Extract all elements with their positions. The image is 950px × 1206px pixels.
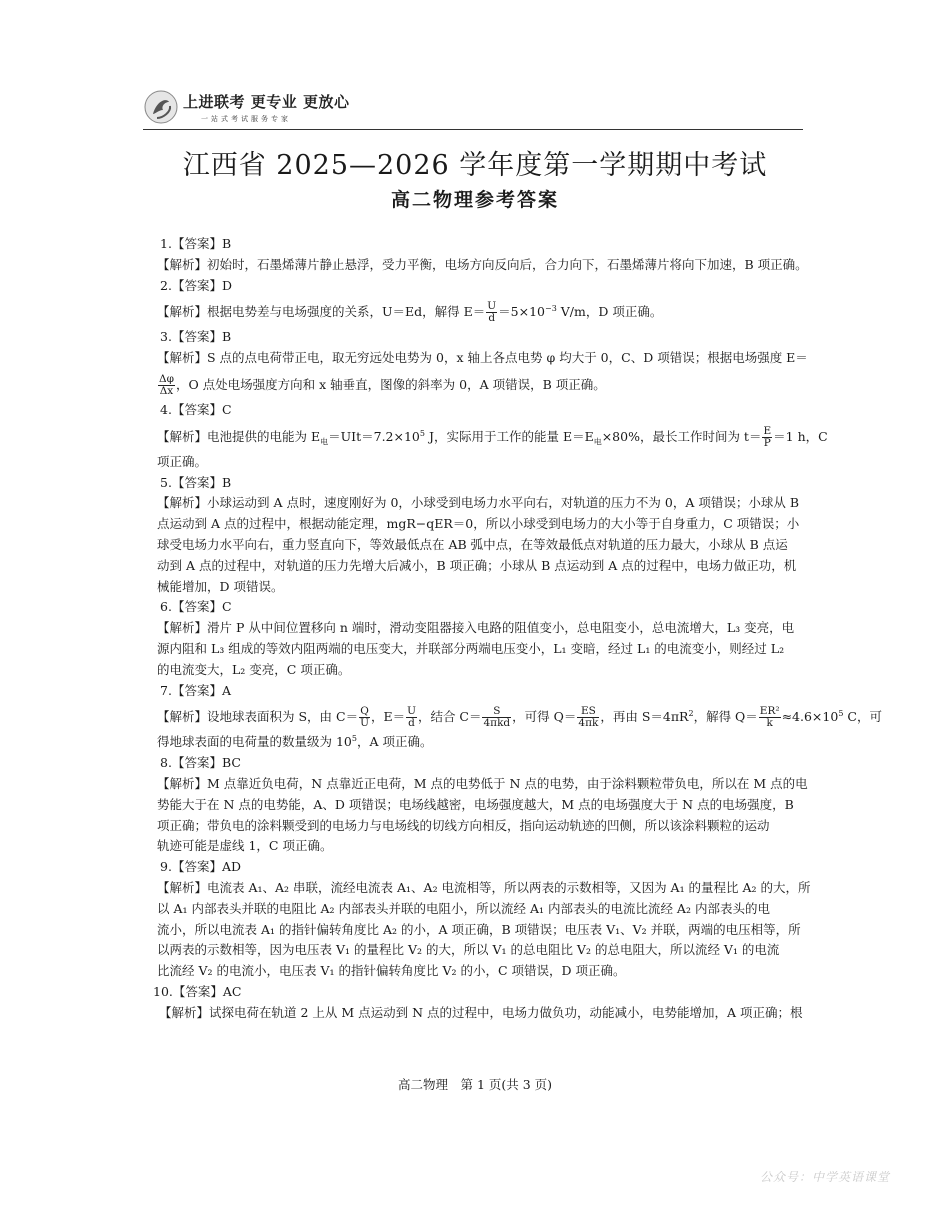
q8-analysis-cont: 势能大于在 N 点的电势能，A、D 项错误；电场线越密，电场强度越大，M 点的电场强度大于 N 点的电场强度，B bbox=[157, 796, 794, 812]
q3-analysis: 【解析】S 点的点电荷带正电，取无穷远处电势为 0，x 轴上各点电势 φ 均大于 0，C、D 项错误；根据电场强度 E＝ bbox=[157, 350, 808, 366]
header-divider bbox=[143, 129, 803, 130]
q2-answer: 2.【答案】D bbox=[160, 277, 232, 293]
q5-analysis-cont: 球受电场力水平向右，重力竖直向下，等效最低点在 AB 弧中点，在等效最低点对轨道的压力最大，小球从 B 点运 bbox=[157, 536, 788, 552]
q2-analysis: 【解析】根据电势差与电场强度的关系，U＝Ed，解得 E＝ $\frac{U}{d}$ $=5\times 10^{-3}$ V/m，D 项正确。 bbox=[157, 300, 663, 325]
fraction: $\frac{Q}{U}$ bbox=[360, 705, 369, 730]
fraction: $\frac{S}{\text{4πkd}}$ bbox=[483, 705, 511, 730]
q8-analysis-cont: 轨迹可能是虚线 1，C 项正确。 bbox=[157, 838, 333, 854]
q8-answer: 8.【答案】BC bbox=[160, 755, 241, 771]
q5-analysis-cont: 械能增加，D 项错误。 bbox=[157, 578, 284, 594]
fraction: $\frac{U}{d}$ bbox=[487, 300, 497, 325]
q4-analysis: 【解析】电池提供的电能为 $E_电=UIt=7.2\times 10^5$ J，实际用于工作的能量 $E=E_电\times 80\%$，最长工作时间为 t＝ $\frac{E}{P}$ ＝1 h，C bbox=[157, 424, 828, 449]
q9-analysis-cont: 以两表的示数相等，因为电压表 V₁ 的量程比 V₂ 的大，所以 V₁ 的总电阻比 V₂ 的总电阻大，所以流经 V₁ 的电流 bbox=[157, 942, 780, 958]
q9-analysis: 【解析】电流表 A₁、A₂ 串联，流经电流表 A₁、A₂ 电流相等，所以两表的示数相等，又因为 A₁ 的量程比 A₂ 的大，所 bbox=[157, 879, 811, 895]
fraction: $\frac{\Delta\varphi}{\Delta x}$ bbox=[159, 372, 174, 397]
fraction: $\frac{\text{ER²}}{k}$ bbox=[759, 705, 780, 730]
q9-analysis-cont: 流小，所以电流表 A₁ 的指针偏转角度比 A₂ 的小，A 项正确，B 项错误；电压表 V₁、V₂ 并联，两端的电压相等，所 bbox=[157, 921, 801, 937]
q6-answer: 6.【答案】C bbox=[160, 599, 232, 615]
page-footer: 高二物理 第 1 页(共 3 页) bbox=[397, 1077, 553, 1092]
fraction: $\frac{E}{P}$ bbox=[763, 424, 772, 449]
q4-analysis-cont: 项正确。 bbox=[157, 453, 208, 469]
page-subtitle: 高二物理参考答案 bbox=[390, 189, 559, 211]
watermark: 公众号：中学英语课堂 bbox=[760, 1170, 891, 1184]
q10-answer: 10.【答案】AC bbox=[153, 983, 242, 999]
fraction: $\frac{U}{d}$ bbox=[407, 705, 416, 730]
header-logo bbox=[143, 88, 803, 132]
logo-tagline: 一站式考试服务专家 bbox=[201, 115, 291, 123]
q3-analysis-cont: $\frac{\Delta\varphi}{\Delta x}$ ，O 点处电场强度方向和 x 轴垂直，图像的斜率为 0，A 项错误，B 项正确。 bbox=[159, 372, 606, 397]
q9-analysis-cont: 以 A₁ 内部表头并联的电阻比 A₂ 内部表头并联的电阻小，所以流经 A₁ 内部表头的电流比流经 A₂ 内部表头的电 bbox=[157, 900, 770, 916]
fraction: $\frac{ES}{4\pi k}$ bbox=[578, 705, 599, 730]
q6-analysis-cont: 源内阻和 L₃ 组成的等效内阻两端的电压变大，并联部分两端电压变小，L₁ 变暗，经过 L₁ 的电流变小，则经过 L₂ bbox=[157, 640, 785, 656]
q8-analysis-cont: 项正确；带负电的涂料颗受到的电场力与电场线的切线方向相反，指向运动轨迹的凹侧，所以该涂料颗粒的运动 bbox=[157, 817, 770, 833]
q7-analysis-cont: 得地球表面的电荷量的数量级为 $10^5$，A 项正确。 bbox=[157, 734, 433, 750]
page-title: 江西省 2025—2026 学年度第一学期期中考试 bbox=[182, 150, 768, 181]
q6-analysis-cont: 的电流变大，L₂ 变亮，C 项正确。 bbox=[157, 661, 351, 677]
q10-analysis: 【解析】试探电荷在轨道 2 上从 M 点运动到 N 点的过程中，电场力做负功，动能减小，电势能增加，A 项正确；根 bbox=[159, 1004, 803, 1020]
q3-answer: 3.【答案】B bbox=[160, 329, 232, 345]
q9-analysis-cont: 比流经 V₂ 的电流小，电压表 V₁ 的指针偏转角度比 V₂ 的小，C 项错误，D 项正确。 bbox=[157, 963, 626, 979]
q5-answer: 5.【答案】B bbox=[160, 474, 232, 490]
q7-answer: 7.【答案】A bbox=[160, 682, 231, 698]
logo-slogan: 上进联考 更专业 更放心 bbox=[183, 93, 350, 111]
q4-answer: 4.【答案】C bbox=[160, 401, 232, 417]
q5-analysis: 【解析】小球运动到 A 点时，速度刚好为 0，小球受到电场力水平向右，对轨道的压力不为 0，A 项错误；小球从 B bbox=[157, 495, 800, 511]
q8-analysis: 【解析】M 点靠近负电荷，N 点靠近正电荷，M 点的电势低于 N 点的电势，由于涂料颗粒带负电，所以在 M 点的电 bbox=[157, 775, 808, 791]
q5-analysis-cont: 点运动到 A 点的过程中，根据动能定理，mgR−qER＝0，所以小球受到电场力的大小等于自身重力，C 项错误；小 bbox=[157, 516, 800, 532]
q1-answer: 1.【答案】B bbox=[160, 236, 232, 251]
q1-analysis: 【解析】初始时，石墨烯薄片静止悬浮，受力平衡，电场方向反向后，合力向下，石墨烯薄片将向下加速，B 项正确。 bbox=[157, 256, 808, 272]
q7-analysis: 【解析】设地球表面积为 S，由 C＝ $\frac{Q}{U}$ ，E＝ $\frac{U}{d}$ ，结合 C＝ $\frac{S}{\text{4πkd}}$ ，可得 Q＝ $\frac{ES}{4\pi k}$ ，再由 $S=4\pi R^2$，解得 Q＝ $\frac{\text{ER²}}{k}$ $\approx 4.6\times 10^5$ C，可 bbox=[157, 705, 882, 730]
answer-content bbox=[143, 234, 882, 1024]
q6-analysis: 【解析】滑片 P 从中间位置移向 n 端时，滑动变阻器接入电路的阻值变小，总电阻变小，总电流增大，L₃ 变亮，电 bbox=[157, 620, 795, 636]
q9-answer: 9.【答案】AD bbox=[160, 859, 242, 875]
q5-analysis-cont: 动到 A 点的过程中，对轨道的压力先增大后减小，B 项正确；小球从 B 点运动到 A 点的过程中，电场力做正功，机 bbox=[157, 557, 797, 573]
logo-icon bbox=[143, 88, 179, 126]
